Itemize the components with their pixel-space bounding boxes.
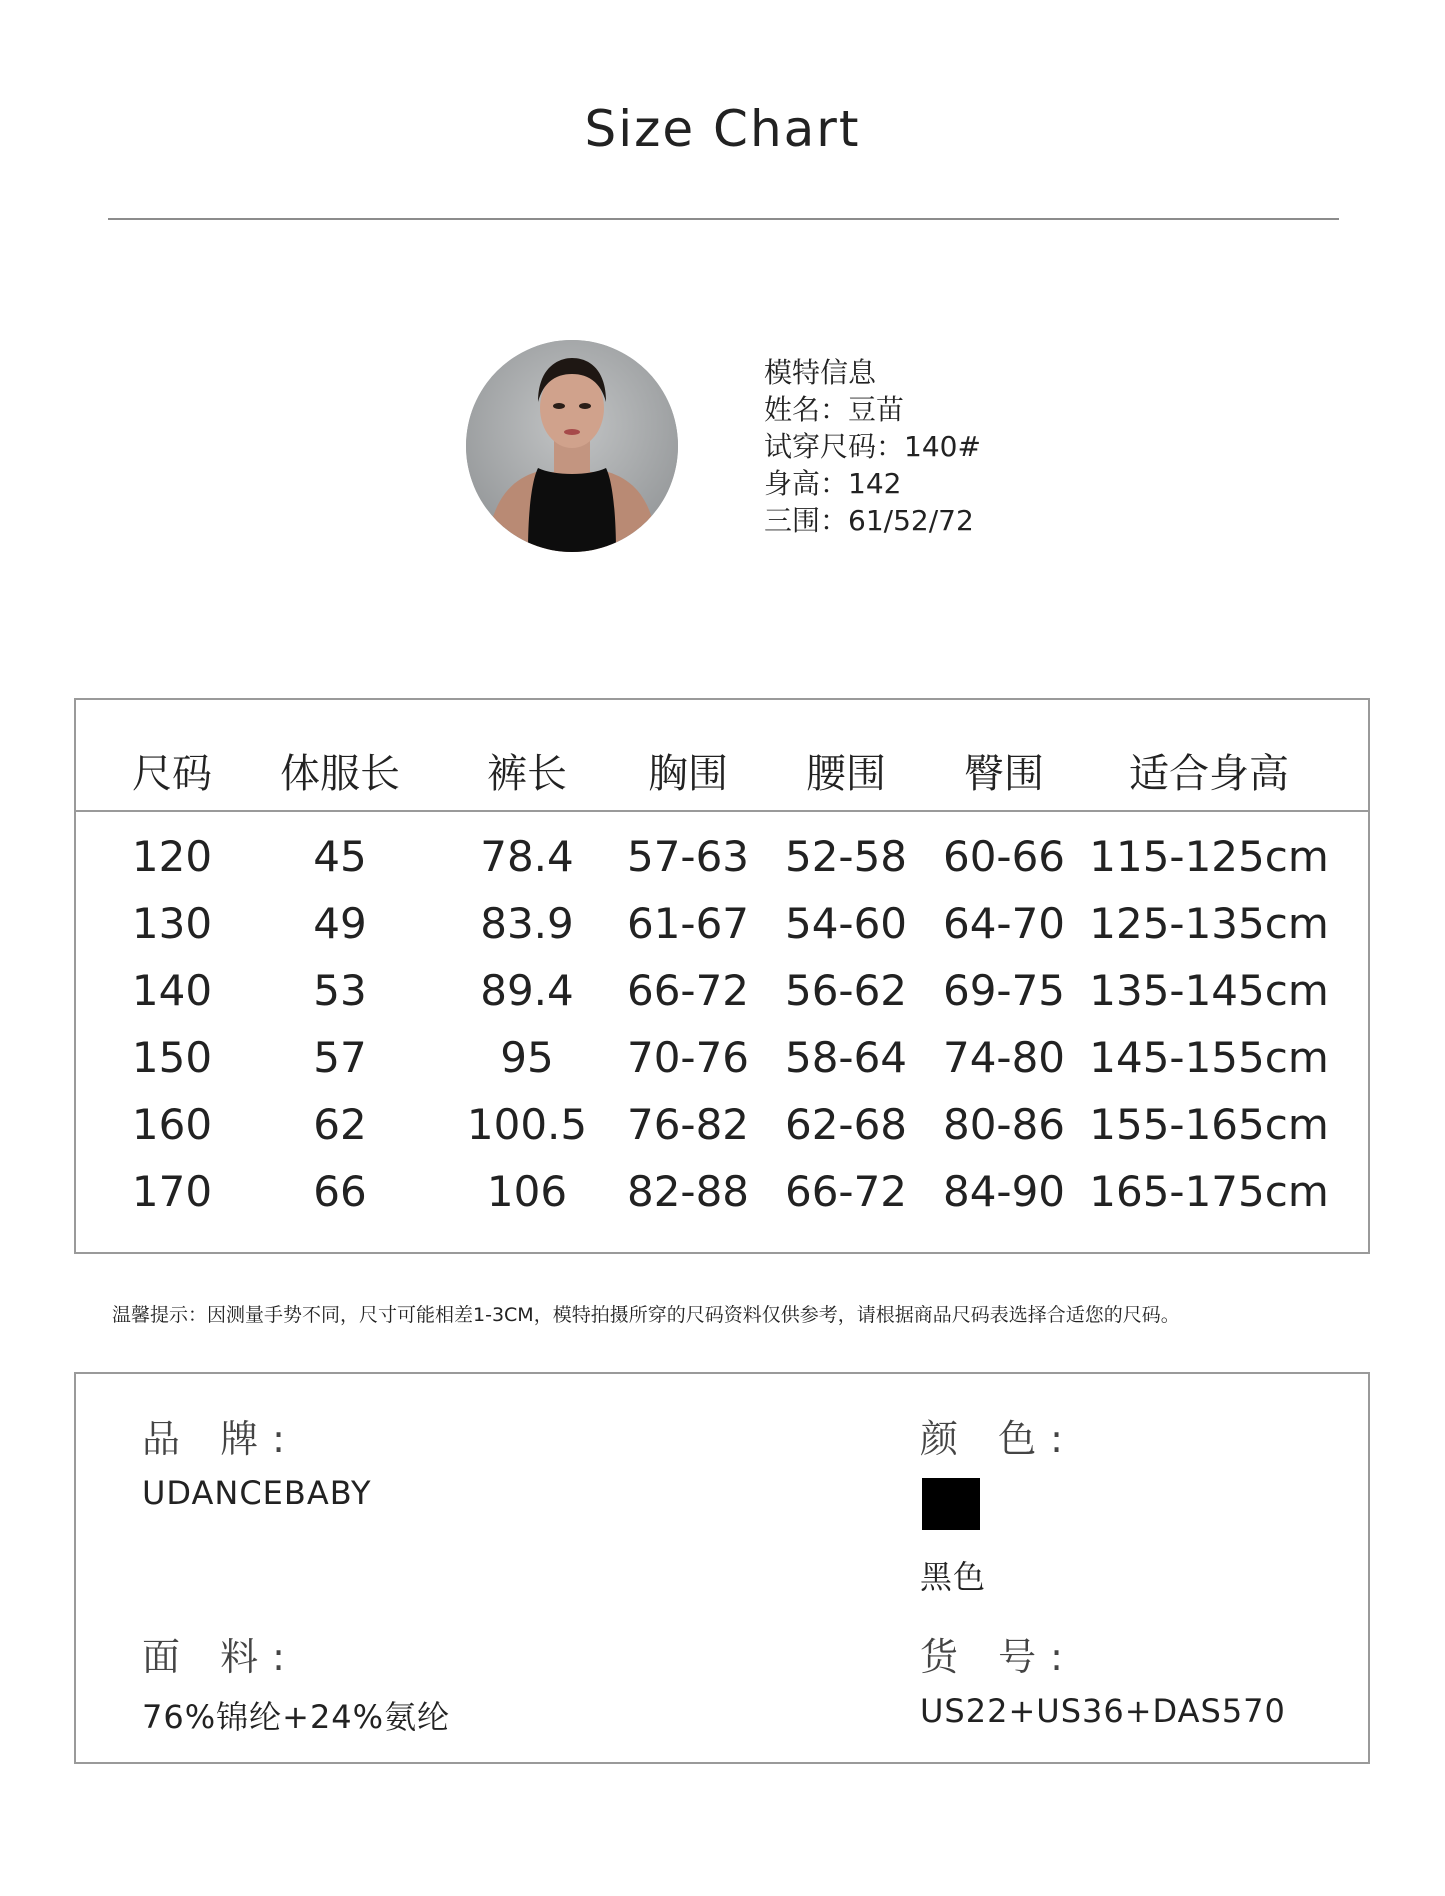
table-cell: 89.4 xyxy=(480,966,574,1015)
table-cell: 66 xyxy=(313,1167,367,1216)
table-cell: 60-66 xyxy=(942,832,1066,881)
table-header-cell: 适合身高 xyxy=(1129,751,1289,797)
table-cell: 145-155cm xyxy=(1089,1033,1329,1082)
table-cell: 76-82 xyxy=(626,1100,750,1149)
table-cell: 82-88 xyxy=(626,1167,750,1216)
model-measurements: 三围：61/52/72 xyxy=(764,504,974,537)
table-cell: 56-62 xyxy=(784,966,908,1015)
table-cell: 100.5 xyxy=(466,1100,588,1149)
table-cell: 120 xyxy=(131,832,213,881)
table-cell: 150 xyxy=(131,1033,213,1082)
model-photo xyxy=(466,340,678,552)
table-cell: 70-76 xyxy=(626,1033,750,1082)
table-header-cell: 腰围 xyxy=(806,751,886,797)
table-cell: 54-60 xyxy=(784,899,908,948)
size-table xyxy=(74,698,1370,1254)
table-cell: 66-72 xyxy=(784,1167,908,1216)
table-cell: 80-86 xyxy=(942,1100,1066,1149)
table-header-cell: 臀围 xyxy=(964,751,1044,797)
title-divider xyxy=(108,218,1339,220)
product-info-box xyxy=(74,1372,1370,1764)
table-cell: 57 xyxy=(313,1033,367,1082)
table-cell: 49 xyxy=(313,899,367,948)
brand-value: UDANCEBABY xyxy=(142,1474,372,1512)
table-header-cell: 裤长 xyxy=(487,751,567,797)
table-cell: 125-135cm xyxy=(1089,899,1329,948)
table-cell: 66-72 xyxy=(626,966,750,1015)
table-cell: 45 xyxy=(313,832,367,881)
size-note: 温馨提示：因测量手势不同，尺寸可能相差1-3CM，模特拍摄所穿的尺码资料仅供参考，请根据商品尺码表选择合适您的尺码。 xyxy=(112,1304,1180,1326)
model-info xyxy=(764,354,981,539)
model-name: 姓名：豆苗 xyxy=(764,393,905,426)
table-cell: 155-165cm xyxy=(1089,1100,1329,1149)
table-cell: 140 xyxy=(131,966,213,1015)
table-cell: 62-68 xyxy=(784,1100,908,1149)
table-cell: 74-80 xyxy=(942,1033,1066,1082)
table-header-cell: 尺码 xyxy=(132,751,212,797)
table-cell: 64-70 xyxy=(942,899,1066,948)
table-header-cell: 胸围 xyxy=(648,751,728,797)
fabric-value: 76%锦纶+24%氨纶 xyxy=(142,1698,451,1736)
fabric-label: 面 料: xyxy=(142,1635,299,1679)
table-cell: 61-67 xyxy=(626,899,750,948)
model-size-tried: 试穿尺码：140# xyxy=(764,430,981,463)
color-swatch xyxy=(922,1478,980,1530)
page-title: Size Chart xyxy=(584,100,861,158)
table-header-divider xyxy=(76,810,1368,812)
sku-label: 货 号: xyxy=(920,1635,1077,1679)
table-cell: 165-175cm xyxy=(1089,1167,1329,1216)
table-cell: 52-58 xyxy=(784,832,908,881)
table-cell: 78.4 xyxy=(480,832,574,881)
table-cell: 58-64 xyxy=(784,1033,908,1082)
table-cell: 62 xyxy=(313,1100,367,1149)
table-cell: 170 xyxy=(131,1167,213,1216)
table-cell: 53 xyxy=(313,966,367,1015)
table-cell: 57-63 xyxy=(626,832,750,881)
table-cell: 106 xyxy=(486,1167,568,1216)
model-info-heading: 模特信息 xyxy=(764,356,877,389)
table-cell: 115-125cm xyxy=(1089,832,1329,881)
brand-label: 品 牌: xyxy=(142,1417,299,1461)
table-cell: 160 xyxy=(131,1100,213,1149)
table-cell: 69-75 xyxy=(942,966,1066,1015)
model-height: 身高：142 xyxy=(764,467,902,500)
table-cell: 84-90 xyxy=(942,1167,1066,1216)
table-cell: 83.9 xyxy=(480,899,574,948)
table-cell: 95 xyxy=(500,1033,554,1082)
table-cell: 135-145cm xyxy=(1089,966,1329,1015)
sku-value: US22+US36+DAS570 xyxy=(920,1692,1286,1730)
table-cell: 130 xyxy=(131,899,213,948)
color-label: 颜 色: xyxy=(920,1417,1077,1461)
table-header-cell: 体服长 xyxy=(280,751,400,797)
color-value: 黑色 xyxy=(920,1558,987,1596)
